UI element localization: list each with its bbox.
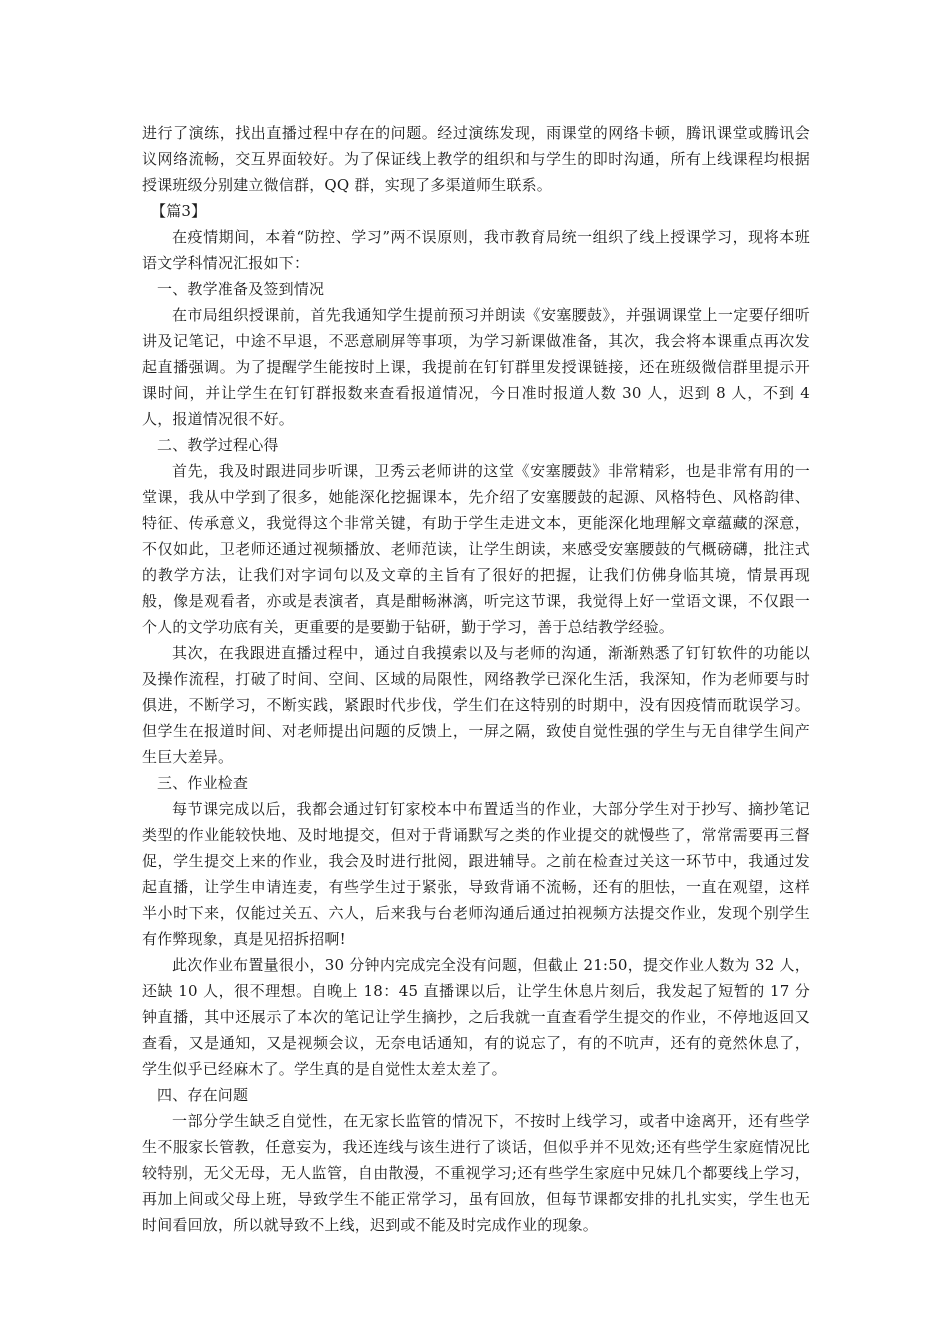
paragraph-process-1: 首先，我及时跟进同步听课，卫秀云老师讲的这堂《安塞腰鼓》非常精彩，也是非常有用的一堂课，我从中学到了很多，她能深化挖掘课本，先介绍了安塞腰鼓的起源、风格特色、风格韵律、特征、传承意义，我觉得这个非常关键，有助于学生走进文本，更能深化地理解文章蕴藏的深意，不仅如此，卫老师还通过视频播放、老师范读，让学生朗读，来感受安塞腰鼓的气概磅礴，批注式的教学方法，让我们对字词句以及文章的主旨有了很好的把握，让我们仿佛身临其境，情景再现般，像是观看者，亦或是表演者，真是酣畅淋漓，听完这节课，我觉得上好一堂语文课，不仅跟一个人的文学功底有关，更重要的是要勤于钻研，勤于学习，善于总结教学经验。 <box>142 462 810 636</box>
section-label: 【篇3】 <box>151 202 207 220</box>
intro-paragraph: 在疫情期间，本着“防控、学习”两不误原则，我市教育局统一组织了线上授课学习，现将本班语文学科情况汇报如下： <box>142 228 810 272</box>
paragraph-problems: 一部分学生缺乏自觉性，在无家长监管的情况下，不按时上线学习，或者中途离开，还有些学生不服家长管教，任意妄为，我还连线与该生进行了谈话，但似乎并不见效;还有些学生家庭情况比较特别，无父无母，无人监管，自由散漫，不重视学习;还有些学生家庭中兄妹几个都要线上学习，再加上间或父母上班，导致学生不能正常学习，虽有回放，但每节课都安排的扎扎实实，学生也无时间看回放，所以就导致不上线，迟到或不能及时完成作业的现象。 <box>142 1112 810 1234</box>
paragraph-preparation: 在市局组织授课前，首先我通知学生提前预习并朗读《安塞腰鼓》，并强调课堂上一定要仔细听讲及记笔记，中途不早退，不恶意刷屏等事项，为学习新课做准备，其次，我会将本课重点再次发起直播强调。为了提醒学生能按时上课，我提前在钉钉群里发授课链接，还在班级微信群里提示开课时间，并让学生在钉钉群报数来查看报道情况，今日准时报道人数 30 人，迟到 8 人，不到 4 人，报道情况很不好。 <box>142 306 810 428</box>
paragraph-process-2: 其次，在我跟进直播过程中，通过自我摸索以及与老师的沟通，渐渐熟悉了钉钉软件的功能以及操作流程，打破了时间、空间、区域的局限性，网络教学已深化生活，我深知，作为老师要与时俱进，不断学习，不断实践，紧跟时代步伐，学生们在这特别的时期中，没有因疫情而耽误学习。但学生在报道时间、对老师提出问题的反馈上，一屏之隔，致使自觉性强的学生与无自律学生间产生巨大差异。 <box>142 644 810 766</box>
heading-problems: 四、存在问题 <box>157 1086 249 1104</box>
heading-process: 二、教学过程心得 <box>157 436 279 454</box>
heading-preparation: 一、教学准备及签到情况 <box>157 280 325 298</box>
document-page <box>142 120 810 1238</box>
paragraph-homework-2: 此次作业布置量很小，30 分钟内完成完全没有问题，但截止 21:50，提交作业人数为 32 人，还缺 10 人，很不理想。自晚上 18：45 直播课以后，让学生休息片刻后，我发起了短暂的 17 分钟直播，其中还展示了本次的笔记让学生摘抄，之后我就一直查看学生提交的作业，不停地返回又查看，又是通知，又是视频会议，无奈电话通知，有的说忘了，有的不吭声，还有的竟然休息了，学生似乎已经麻木了。学生真的是自觉性太差太差了。 <box>142 956 810 1078</box>
paragraph-homework-1: 每节课完成以后，我都会通过钉钉家校本中布置适当的作业，大部分学生对于抄写、摘抄笔记类型的作业能较快地、及时地提交，但对于背诵默写之类的作业提交的就慢些了，常常需要再三督促，学生提交上来的作业，我会及时进行批阅，跟进辅导。之前在检查过关这一环节中，我通过发起直播，让学生申请连麦，有些学生过于紧张，导致背诵不流畅，还有的胆怯，一直在观望，这样半小时下来，仅能过关五、六人，后来我与台老师沟通后通过拍视频方法提交作业，发现个别学生有作弊现象，真是见招拆招啊! <box>142 800 810 948</box>
heading-homework: 三、作业检查 <box>157 774 249 792</box>
paragraph-1: 进行了演练，找出直播过程中存在的问题。经过演练发现，雨课堂的网络卡顿，腾讯课堂或腾讯会议网络流畅，交互界面较好。为了保证线上教学的组织和与学生的即时沟通，所有上线课程均根据授课班级分别建立微信群，QQ 群，实现了多渠道师生联系。 <box>142 124 810 194</box>
